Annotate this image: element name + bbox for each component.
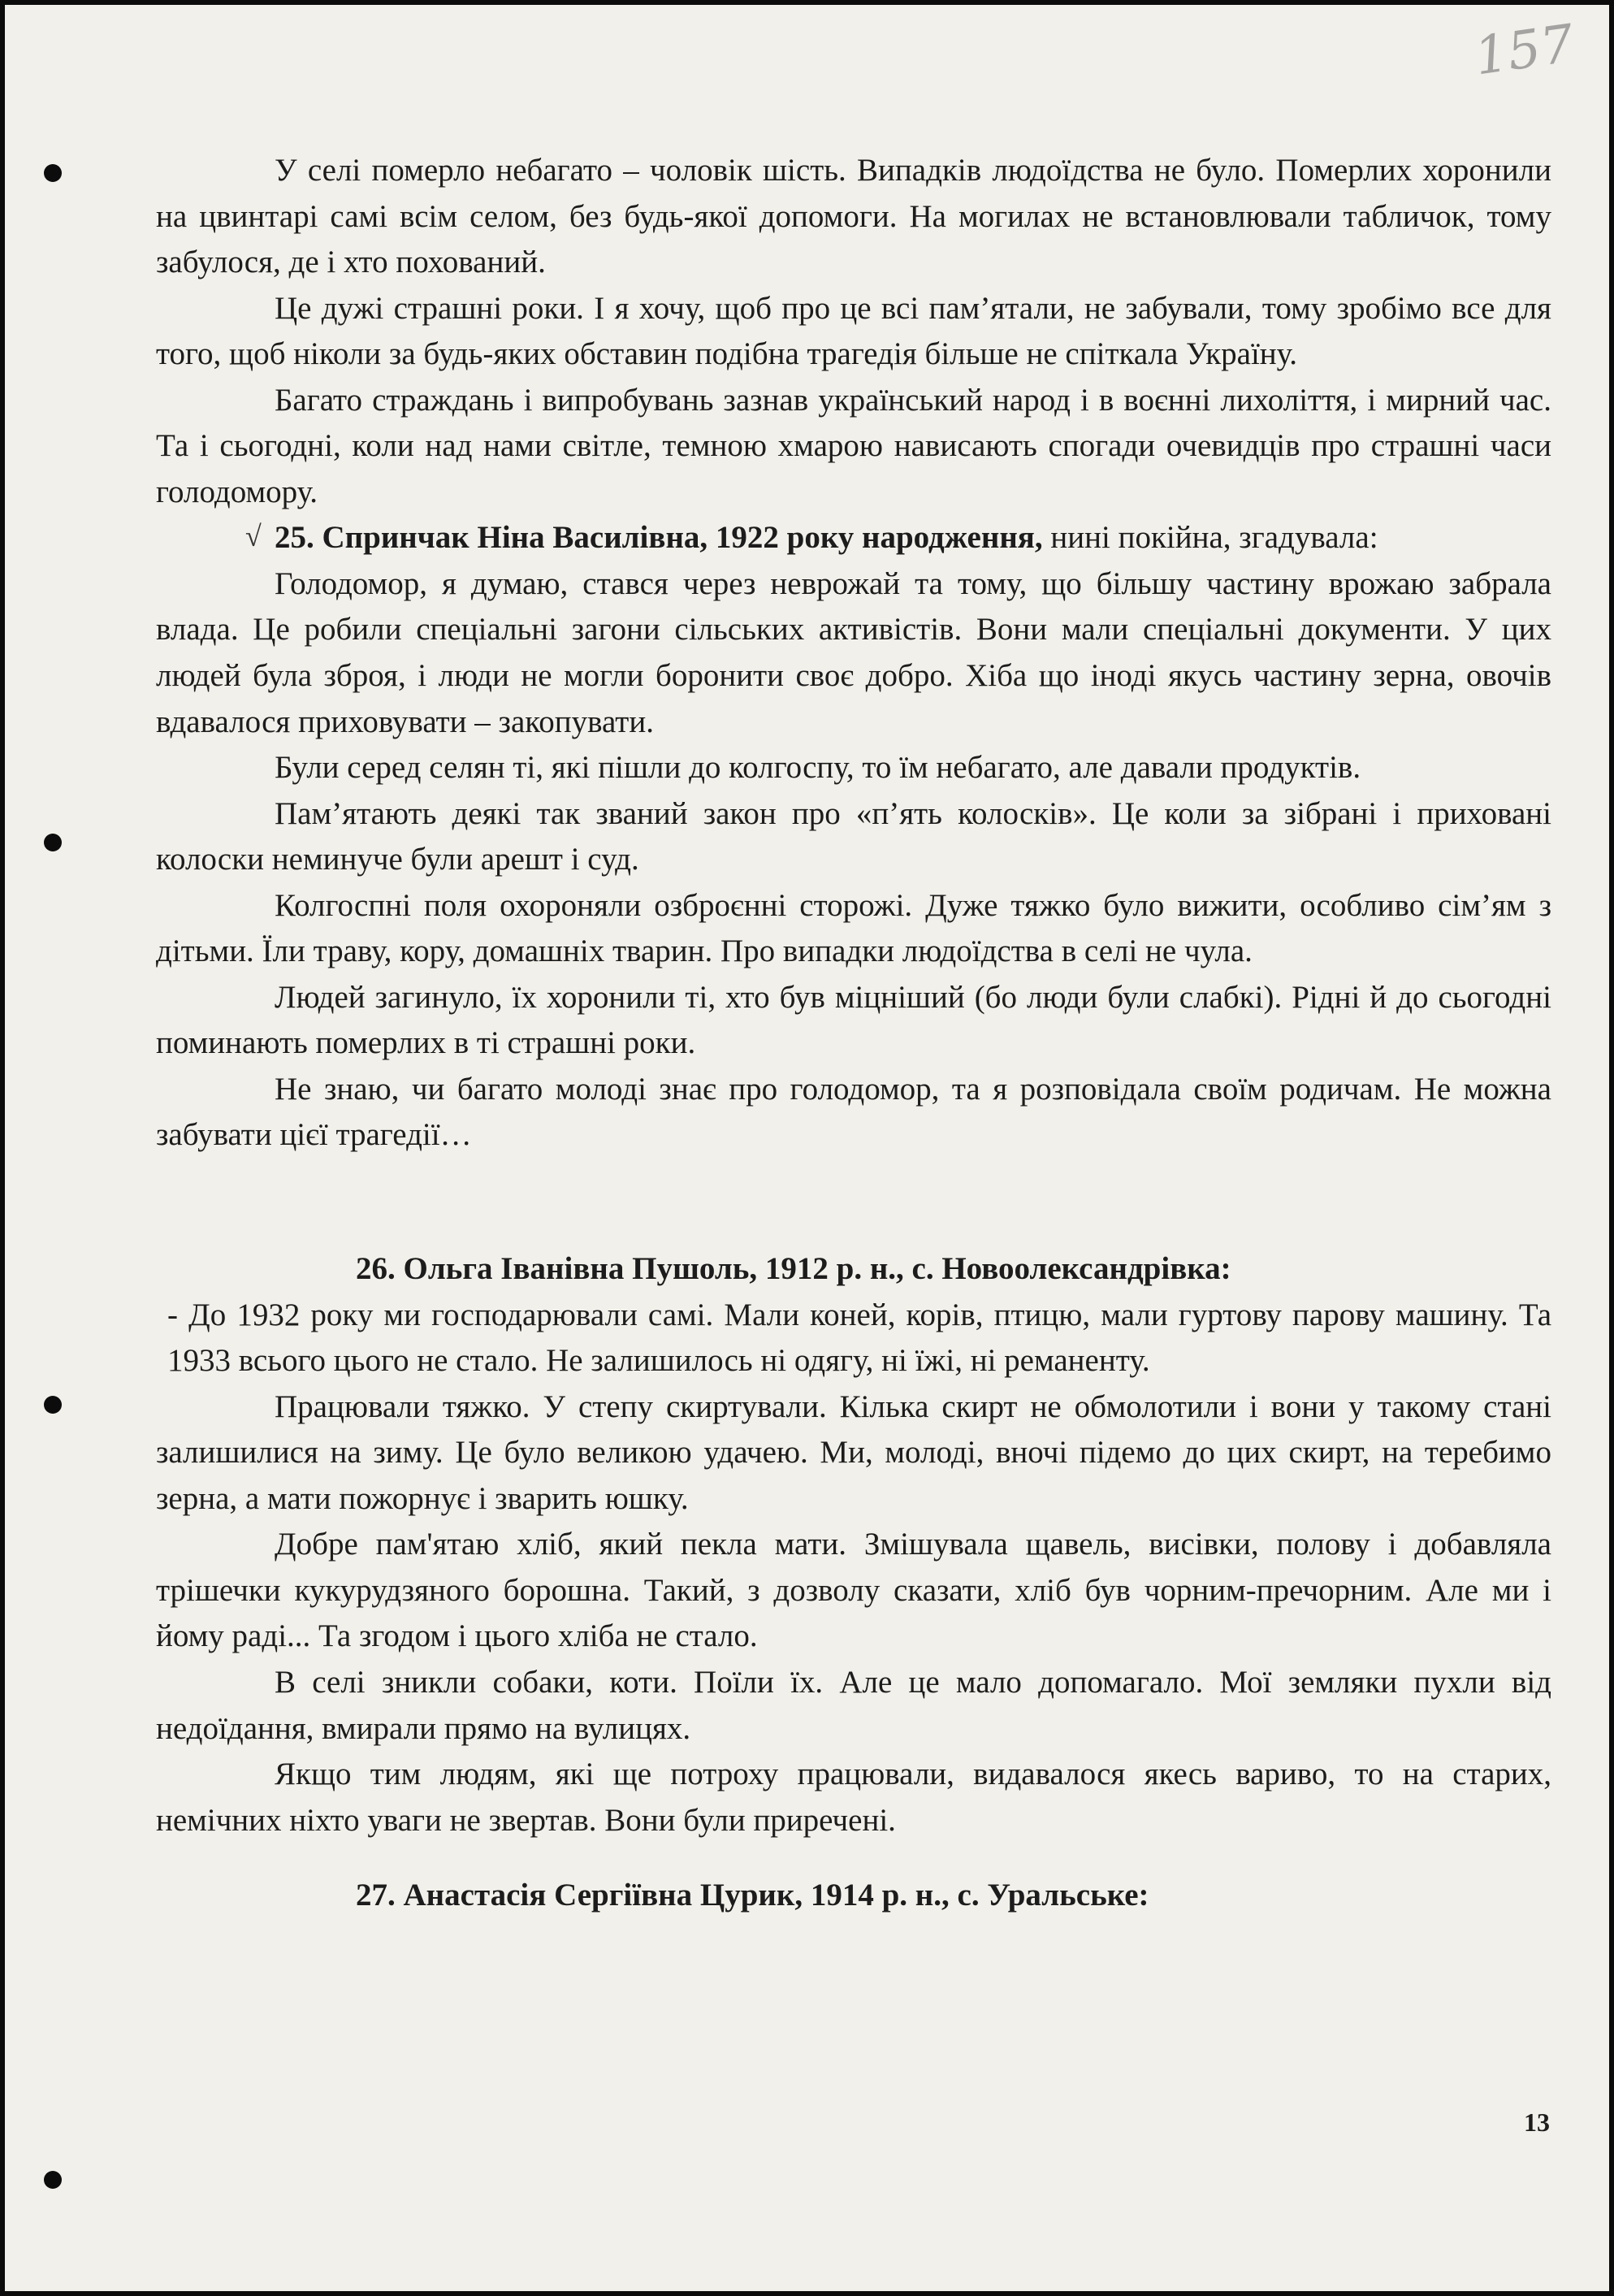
page-number: 13 — [1524, 2108, 1550, 2137]
paragraph: У селі померло небагато – чоловік шість. Випадків людоїдства не було. Померлих хоронили на цвинтарі самі всім селом, без будь-якої допомоги. На могилах не встановлювали табличок, тому забулося, де і хто похований. — [156, 153, 1551, 280]
paragraph: Були серед селян ті, які пішли до колгоспу, то їм небагато, але давали продуктів. — [275, 750, 1361, 786]
paragraph: Багато страждань і випробувань зазнав український народ і в воєнні лихоліття, і мирний час. Та і сьогодні, коли над нами світле, темною хмарою нависають спогади очевидців про страшні часи голодомору. — [156, 382, 1551, 509]
paragraph: Якщо тим людям, які ще потроху працювали, видавалося якесь вариво, то на старих, немічних ніхто уваги не звертав. Вони були приречені. — [156, 1757, 1551, 1838]
entry-26-first-paragraph: - До 1932 року ми господарювали самі. Мали коней, корів, птицю, мали гуртову парову машину. Та 1933 всього цього не стало. Не залишилось ні одягу, ні їжі, ні реманенту. — [167, 1297, 1551, 1379]
punch-hole — [44, 2171, 62, 2189]
punch-hole — [44, 164, 62, 182]
paragraph: Працювали тяжко. У степу скиртували. Кілька скирт не обмолотили і вони у такому стані залишилися на зиму. Це було великою удачею. Ми, молоді, вночі підемо до цих скирт, на теребимо зерна, а мати пожорнує і зварить юшку. — [156, 1388, 1551, 1516]
punch-hole — [44, 1396, 62, 1414]
paragraph: Це дужі страшні роки. І я хочу, щоб про це всі пам’ятали, не забували, тому зробімо все для того, щоб ніколи за будь-яких обставин подібна трагедія більше не спіткала Україну. — [156, 290, 1551, 372]
paragraph: Пам’ятають деякі так званий закон про «п’ять колосків». Це коли за зібрані і приховані колоски неминуче були арешт і суд. — [156, 795, 1551, 877]
paragraph: Не знаю, чи багато молоді знає про голодомор, та я розповідала своїм родичам. Не можна забувати цієї трагедії… — [156, 1071, 1551, 1153]
entry-26-heading: 26. Ольга Іванівна Пушоль, 1912 р. н., с. Новоолександрівка: — [356, 1251, 1231, 1287]
paragraph: Добре пам'ятаю хліб, який пекла мати. Змішувала щавель, висівки, полову і добавляла трішечки кукурудзяного борошна. Такий, з дозволу сказати, хліб був чорним-пречорним. Але ми і йому раді... Та згодом і цього хліба не стало. — [156, 1527, 1551, 1654]
spacer — [156, 1843, 1551, 1873]
document-page — [5, 5, 1609, 2291]
paragraph: Голодомор, я думаю, стався через неврожай та тому, що більшу частину врожаю забрала влада. Це робили спеціальні загони сільських активістів. Вони мали спеціальні документи. У цих людей була зброя, і люди не могли боронити своє добро. Хіба що іноді якусь частину зерна, овочів вдавалося приховувати – закопувати. — [156, 565, 1551, 739]
punch-hole — [44, 834, 62, 851]
paragraph: В селі зникли собаки, коти. Поїли їх. Але це мало допомагало. Мої земляки пухли від недоїдання, вмирали прямо на вулицях. — [156, 1664, 1551, 1746]
entry-27-heading: 27. Анастасія Сергіївна Цурик, 1914 р. н., с. Уральське: — [356, 1878, 1149, 1913]
paragraph: Людей загинуло, їх хоронили ті, хто був міцніший (бо люди були слабкі). Рідні й до сьогодні поминають померлих в ті страшні роки. — [156, 979, 1551, 1061]
handwritten-folio-number: 157 — [1470, 14, 1578, 88]
entry-25-note: нині покійна, згадувала: — [1042, 520, 1378, 556]
spacer — [156, 1159, 1551, 1246]
paragraph: Колгоспні поля охороняли озброєнні сторожі. Дуже тяжко було вижити, особливо сім’ям з дітьми. Їли траву, кору, домашніх тварин. Про випадки людоїдства в селі не чула. — [156, 887, 1551, 969]
check-mark: √ — [245, 520, 262, 553]
entry-25-heading — [156, 515, 1551, 561]
document-body — [156, 148, 1551, 1919]
entry-25-name: 25. Спринчак Ніна Василівна, 1922 року народження, — [275, 520, 1043, 556]
